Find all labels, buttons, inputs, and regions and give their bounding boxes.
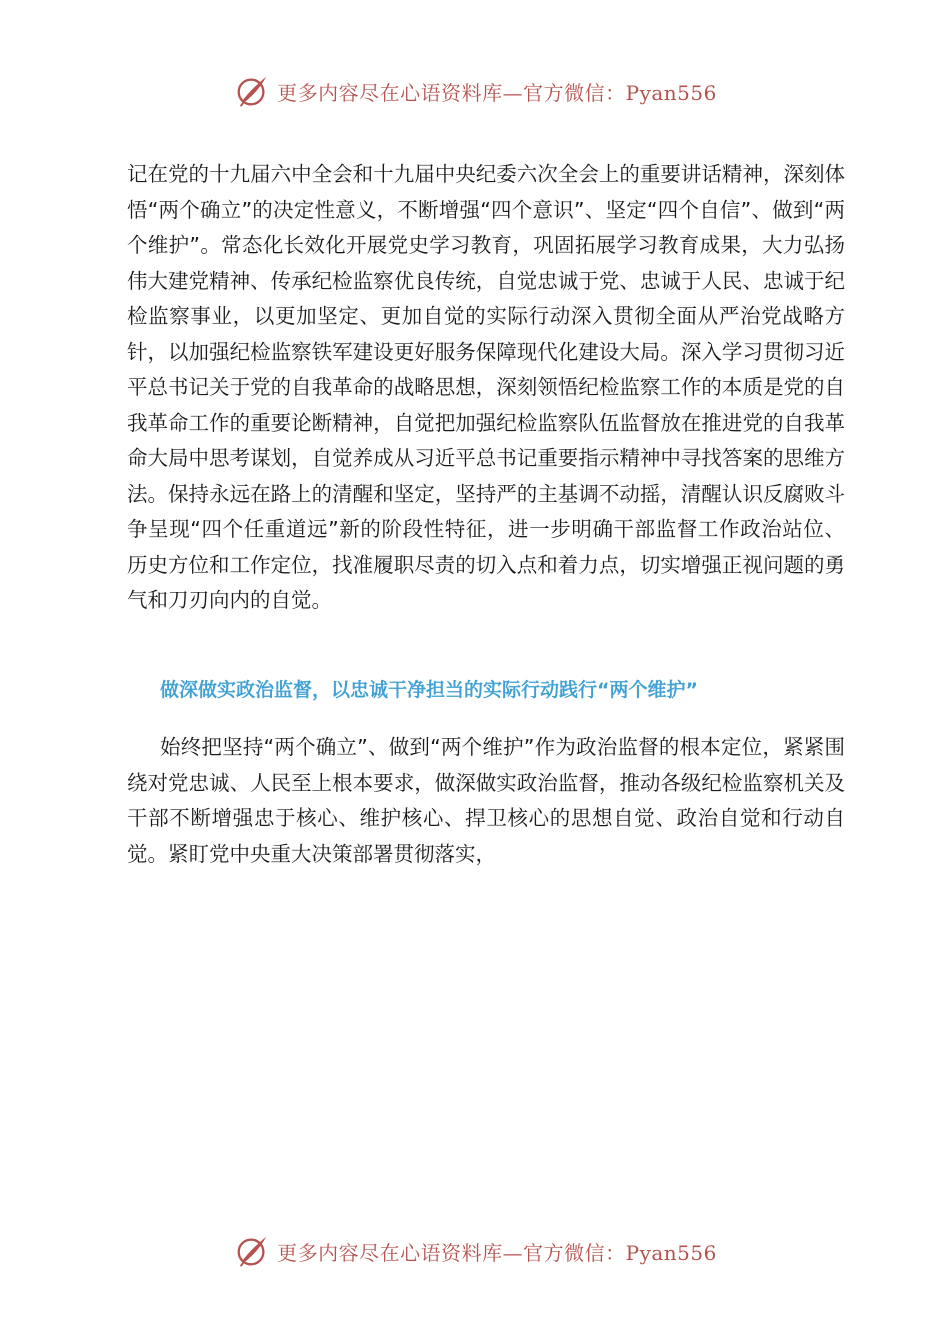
body-paragraph-2: 始终把坚持“两个确立”、做到“两个维护”作为政治监督的根本定位，紧紧围绕对党忠诚、人民至上根本要求，做深做实政治监督，推动各级纪检监察机关及干部不断增强忠于核心、维护核心、捍卫核心的思想自觉、政治自觉和行动自觉。紧盯党中央重大决策部署贯彻落实， [127,735,845,866]
quill-logo-icon [233,72,271,110]
body-paragraph-1: 记在党的十九届六中全会和十九届中央纪委六次全会上的重要讲话精神，深刻体悟“两个确立”的决定性意义，不断增强“四个意识”、坚定“四个自信”、做到“两个维护”。常态化长效化开展党史学习教育，巩固拓展学习教育成果，大力弘扬伟大建党精神、传承纪检监察优良传统，自觉忠诚于党、忠诚于人民、忠诚于纪检监察事业，以更加坚定、更加自觉的实际行动深入贯彻全面从严治党战略方针，以加强纪检监察铁军建设更好服务保障现代化建设大局。深入学习贯彻习近平总书记关于党的自我革命的战略思想，深刻领悟纪检监察工作的本质是党的自我革命工作的重要论断精神，自觉把加强纪检监察队伍监督放在推进党的自我革命大局中思考谋划，自觉养成从习近平总书记重要指示精神中寻找答案的思维方法。保持永远在路上的清醒和坚定，坚持严的主基调不动摇，清醒认识反腐败斗争呈现“四个任重道远”新的阶段性特征，进一步明确干部监督工作政治站位、历史方位和工作定位，找准履职尽责的切入点和着力点，切实增强正视问题的勇气和刀刃向内的自觉。 [127,162,845,612]
section-heading: 做深做实政治监督，以忠诚干净担当的实际行动践行“两个维护” [160,679,698,701]
footer-banner-text: 更多内容尽在心语资料库—官方微信：Pyan556 [277,1240,717,1265]
header-banner [0,72,950,110]
quill-logo-icon [233,1232,271,1270]
footer-banner [0,1232,950,1270]
header-banner-text: 更多内容尽在心语资料库—官方微信：Pyan556 [277,80,717,105]
